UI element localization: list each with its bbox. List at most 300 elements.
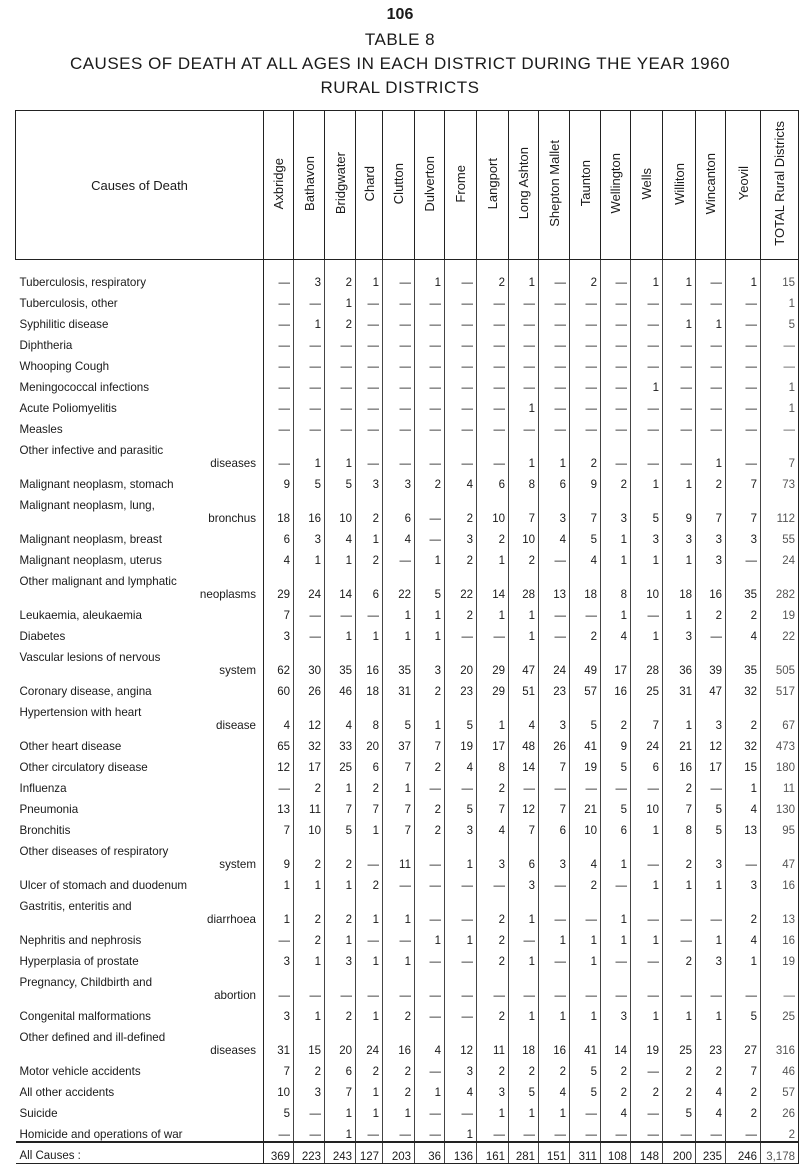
cause-label: Malignant neoplasm, lung,	[19, 499, 155, 512]
value-cell: 2	[477, 774, 509, 795]
value-cell: —	[383, 926, 415, 947]
value-cell: 32	[726, 732, 761, 753]
value-cell: —	[631, 415, 663, 436]
value-cell: 4	[415, 1023, 445, 1057]
cause-cell	[16, 947, 264, 968]
value-cell: 17	[601, 643, 631, 677]
value-cell: —	[477, 968, 509, 1002]
value-cell: —	[509, 331, 539, 352]
value-cell: 26	[539, 732, 570, 753]
value-cell: 2	[445, 491, 477, 525]
cause-cell	[16, 1099, 264, 1120]
value-cell: —	[415, 310, 445, 331]
value-cell: 148	[631, 1142, 663, 1164]
value-cell: 1	[509, 947, 539, 968]
value-cell: 6	[477, 470, 509, 491]
value-cell: 1	[509, 601, 539, 622]
value-cell: —	[601, 774, 631, 795]
table-row	[16, 1002, 799, 1023]
value-cell: 2	[294, 774, 325, 795]
value-cell: 21	[570, 795, 601, 816]
value-cell: —	[539, 394, 570, 415]
value-cell: —	[601, 968, 631, 1002]
value-cell: —	[294, 415, 325, 436]
value-cell: 7	[477, 795, 509, 816]
value-cell: 4	[601, 1099, 631, 1120]
value-cell: 5	[264, 1099, 294, 1120]
value-cell: 9	[264, 837, 294, 871]
value-cell: —	[696, 331, 726, 352]
table-row	[16, 753, 799, 774]
value-cell: 32	[294, 732, 325, 753]
value-cell: 4	[726, 622, 761, 643]
value-cell: —	[445, 289, 477, 310]
district-header	[539, 111, 570, 260]
district-header-label: Wells	[639, 167, 654, 200]
value-cell: 1	[631, 622, 663, 643]
value-cell: —	[726, 289, 761, 310]
value-cell: 14	[509, 753, 539, 774]
total-cell: 517	[761, 677, 799, 698]
value-cell: 3	[601, 1002, 631, 1023]
total-cell: 1	[761, 394, 799, 415]
total-cell: 26	[761, 1099, 799, 1120]
value-cell: 31	[383, 677, 415, 698]
district-header	[294, 111, 325, 260]
value-cell: 281	[509, 1142, 539, 1164]
value-cell: 1	[383, 601, 415, 622]
value-cell: —	[539, 968, 570, 1002]
value-cell: —	[264, 774, 294, 795]
value-cell: —	[325, 352, 356, 373]
cause-label: Ulcer of stomach and duodenum	[19, 879, 188, 892]
district-header	[509, 111, 539, 260]
value-cell: 6	[601, 816, 631, 837]
value-cell: 2	[726, 1099, 761, 1120]
value-cell: 1	[356, 622, 383, 643]
district-header	[383, 111, 415, 260]
value-cell: 3	[539, 491, 570, 525]
value-cell: 1	[509, 892, 539, 926]
value-cell: 4	[445, 1078, 477, 1099]
value-cell: —	[663, 926, 696, 947]
value-cell: 57	[570, 677, 601, 698]
value-cell: —	[264, 373, 294, 394]
cause-label: Coronary disease, angina	[19, 685, 152, 698]
cause-cell	[16, 268, 264, 289]
cause-label: Other circulatory disease	[19, 761, 148, 774]
value-cell: 2	[325, 310, 356, 331]
value-cell: 1	[477, 698, 509, 732]
value-cell: 1	[415, 698, 445, 732]
value-cell: 5	[663, 1099, 696, 1120]
value-cell: 3	[445, 1057, 477, 1078]
cause-cell	[16, 1002, 264, 1023]
value-cell: —	[631, 310, 663, 331]
value-cell: 1	[294, 947, 325, 968]
district-header	[570, 111, 601, 260]
value-cell: 46	[325, 677, 356, 698]
value-cell: —	[631, 774, 663, 795]
value-cell: 6	[383, 491, 415, 525]
value-cell: 3	[663, 622, 696, 643]
value-cell: 21	[663, 732, 696, 753]
cause-label-continued: bronchus	[208, 512, 256, 525]
value-cell: —	[509, 415, 539, 436]
value-cell: 4	[477, 816, 509, 837]
total-cell: —	[761, 415, 799, 436]
value-cell: —	[696, 1120, 726, 1142]
table-row	[16, 567, 799, 601]
cause-cell	[16, 394, 264, 415]
value-cell: 30	[294, 643, 325, 677]
value-cell: 1	[445, 926, 477, 947]
value-cell: 235	[696, 1142, 726, 1164]
value-cell: —	[325, 601, 356, 622]
total-cell: 46	[761, 1057, 799, 1078]
value-cell: 7	[356, 795, 383, 816]
value-cell: 1	[570, 926, 601, 947]
value-cell: 1	[509, 394, 539, 415]
value-cell: 12	[696, 732, 726, 753]
table-row	[16, 1099, 799, 1120]
value-cell: 48	[509, 732, 539, 753]
value-cell: 3	[294, 1078, 325, 1099]
value-cell: —	[663, 373, 696, 394]
district-header-label: Frome	[453, 164, 468, 203]
cause-label: Malignant neoplasm, stomach	[19, 478, 174, 491]
value-cell: —	[477, 622, 509, 643]
value-cell: 1	[663, 310, 696, 331]
value-cell: 9	[264, 470, 294, 491]
value-cell: —	[415, 892, 445, 926]
total-cell: 5	[761, 310, 799, 331]
value-cell: —	[601, 1120, 631, 1142]
value-cell: 1	[415, 546, 445, 567]
cause-cell	[16, 491, 264, 525]
value-cell: 1	[477, 601, 509, 622]
value-cell: —	[445, 352, 477, 373]
value-cell: 3	[726, 871, 761, 892]
value-cell: 2	[696, 470, 726, 491]
district-header	[696, 111, 726, 260]
value-cell: —	[539, 774, 570, 795]
value-cell: 2	[539, 1057, 570, 1078]
value-cell: 203	[383, 1142, 415, 1164]
page-title: CAUSES OF DEATH AT ALL AGES IN EACH DISTRICT DURING THE YEAR 1960	[69, 54, 731, 73]
value-cell: 7	[509, 491, 539, 525]
cause-label-continued: diarrhoea	[207, 913, 256, 926]
value-cell: 6	[356, 567, 383, 601]
total-cell: —	[761, 968, 799, 1002]
value-cell: —	[726, 331, 761, 352]
value-cell: 16	[539, 1023, 570, 1057]
value-cell: 10	[477, 491, 509, 525]
table-row	[16, 1057, 799, 1078]
value-cell: 24	[294, 567, 325, 601]
cause-label: Other malignant and lymphatic	[19, 575, 177, 588]
district-header	[264, 111, 294, 260]
cause-cell	[16, 310, 264, 331]
value-cell: —	[264, 436, 294, 470]
cause-label: Vascular lesions of nervous	[19, 651, 161, 664]
table-row	[16, 546, 799, 567]
value-cell: —	[445, 947, 477, 968]
value-cell: 13	[264, 795, 294, 816]
value-cell: 12	[264, 753, 294, 774]
value-cell: 20	[356, 732, 383, 753]
value-cell: —	[663, 892, 696, 926]
value-cell: 5	[696, 816, 726, 837]
value-cell: —	[415, 871, 445, 892]
value-cell: 2	[383, 1057, 415, 1078]
value-cell: 5	[726, 1002, 761, 1023]
value-cell: —	[539, 331, 570, 352]
district-header-label: Shepton Mallet	[546, 140, 562, 227]
value-cell: 1	[509, 622, 539, 643]
table-row	[16, 892, 799, 926]
table-row	[16, 947, 799, 968]
cause-cell	[16, 795, 264, 816]
value-cell: —	[570, 601, 601, 622]
value-cell: —	[383, 394, 415, 415]
value-cell: —	[445, 871, 477, 892]
value-cell: —	[631, 1120, 663, 1142]
table-row	[16, 1023, 799, 1057]
table-row	[16, 436, 799, 470]
value-cell: 27	[726, 1023, 761, 1057]
value-cell: 5	[570, 698, 601, 732]
value-cell: —	[356, 1120, 383, 1142]
total-cell: 180	[761, 753, 799, 774]
value-cell: 13	[726, 816, 761, 837]
value-cell: 1	[726, 268, 761, 289]
value-cell: —	[539, 352, 570, 373]
table-name: TABLE 8	[364, 30, 436, 49]
value-cell: —	[539, 310, 570, 331]
value-cell: —	[356, 310, 383, 331]
table-row	[16, 373, 799, 394]
value-cell: 2	[477, 926, 509, 947]
cause-cell	[16, 732, 264, 753]
value-cell: —	[415, 947, 445, 968]
value-cell: —	[509, 310, 539, 331]
value-cell: 7	[726, 1057, 761, 1078]
cause-label: Nephritis and nephrosis	[19, 934, 142, 947]
value-cell: —	[415, 331, 445, 352]
value-cell: —	[570, 373, 601, 394]
value-cell: 7	[383, 753, 415, 774]
value-cell: 1	[663, 601, 696, 622]
cause-cell	[16, 436, 264, 470]
value-cell: 1	[663, 698, 696, 732]
cause-cell	[16, 1142, 264, 1164]
cause-label: Tuberculosis, other	[19, 297, 118, 310]
value-cell: —	[539, 1120, 570, 1142]
value-cell: 24	[539, 643, 570, 677]
total-cell: —	[761, 331, 799, 352]
value-cell: 7	[415, 732, 445, 753]
cause-label-continued: system	[219, 664, 256, 677]
value-cell: 16	[356, 643, 383, 677]
value-cell: 47	[696, 677, 726, 698]
cause-label: Whooping Cough	[19, 360, 110, 373]
cause-label: Meningococcal infections	[19, 381, 150, 394]
value-cell: 28	[509, 567, 539, 601]
value-cell: —	[383, 546, 415, 567]
value-cell: —	[601, 415, 631, 436]
value-cell: 1	[383, 774, 415, 795]
value-cell: —	[570, 352, 601, 373]
value-cell: 5	[383, 698, 415, 732]
value-cell: 3	[696, 525, 726, 546]
value-cell: 1	[294, 546, 325, 567]
value-cell: —	[356, 926, 383, 947]
value-cell: —	[415, 1120, 445, 1142]
value-cell: —	[294, 1099, 325, 1120]
value-cell: —	[696, 289, 726, 310]
value-cell: —	[601, 268, 631, 289]
district-header-label: Chard	[361, 165, 377, 202]
table-row	[16, 470, 799, 491]
value-cell: —	[294, 352, 325, 373]
value-cell: 5	[445, 795, 477, 816]
value-cell: 4	[383, 525, 415, 546]
value-cell: 1	[539, 1099, 570, 1120]
value-cell: —	[509, 774, 539, 795]
cause-label: Tuberculosis, respiratory	[19, 276, 147, 289]
value-cell: —	[570, 1099, 601, 1120]
cause-label: Leukaemia, aleukaemia	[19, 609, 142, 622]
value-cell: 3	[631, 525, 663, 546]
value-cell: 25	[325, 753, 356, 774]
cause-label-continued: system	[219, 858, 256, 871]
value-cell: —	[601, 436, 631, 470]
value-cell: —	[325, 394, 356, 415]
value-cell: 2	[383, 1002, 415, 1023]
value-cell: 3	[663, 525, 696, 546]
value-cell: 8	[477, 753, 509, 774]
value-cell: —	[383, 871, 415, 892]
value-cell: —	[570, 415, 601, 436]
value-cell: 2	[356, 546, 383, 567]
value-cell: 10	[264, 1078, 294, 1099]
cause-cell	[16, 968, 264, 1002]
value-cell: 2	[356, 491, 383, 525]
value-cell: —	[415, 491, 445, 525]
value-cell: 1	[383, 622, 415, 643]
value-cell: —	[294, 601, 325, 622]
total-cell: 19	[761, 601, 799, 622]
value-cell: 4	[264, 546, 294, 567]
value-cell: 18	[570, 567, 601, 601]
value-cell: 5	[509, 1078, 539, 1099]
value-cell: —	[570, 289, 601, 310]
value-cell: 28	[631, 643, 663, 677]
value-cell: 7	[325, 1078, 356, 1099]
total-cell: 16	[761, 871, 799, 892]
total-cell: 2	[761, 1120, 799, 1142]
value-cell: 6	[509, 837, 539, 871]
district-header-label: Wincanton	[703, 152, 718, 215]
causes-of-death-table	[15, 110, 799, 1164]
value-cell: 2	[445, 601, 477, 622]
value-cell: —	[539, 947, 570, 968]
cause-label: Other heart disease	[19, 740, 122, 753]
value-cell: 5	[445, 698, 477, 732]
value-cell: 8	[601, 567, 631, 601]
value-cell: —	[356, 331, 383, 352]
value-cell: 3	[264, 947, 294, 968]
value-cell: 24	[631, 732, 663, 753]
value-cell: —	[509, 289, 539, 310]
total-cell: 24	[761, 546, 799, 567]
value-cell: 33	[325, 732, 356, 753]
district-header	[325, 111, 356, 260]
value-cell: —	[601, 331, 631, 352]
total-cell: 67	[761, 698, 799, 732]
cause-label: Other infective and parasitic	[19, 444, 164, 457]
value-cell: —	[477, 436, 509, 470]
cause-cell	[16, 871, 264, 892]
value-cell: 243	[325, 1142, 356, 1164]
value-cell: 47	[509, 643, 539, 677]
value-cell: —	[631, 394, 663, 415]
value-cell: 2	[356, 871, 383, 892]
value-cell: 4	[696, 1099, 726, 1120]
value-cell: 1	[445, 1120, 477, 1142]
cause-label: Pneumonia	[19, 803, 79, 816]
value-cell: —	[415, 837, 445, 871]
district-header-label: Bathavon	[301, 156, 317, 211]
value-cell: —	[539, 546, 570, 567]
value-cell: 25	[631, 677, 663, 698]
value-cell: 1	[601, 892, 631, 926]
cause-column-header: Causes of Death	[16, 111, 264, 260]
value-cell: —	[445, 774, 477, 795]
value-cell: 3	[509, 871, 539, 892]
value-cell: —	[325, 373, 356, 394]
value-cell: 2	[294, 1057, 325, 1078]
value-cell: —	[726, 968, 761, 1002]
value-cell: 1	[477, 546, 509, 567]
value-cell: 12	[445, 1023, 477, 1057]
value-cell: —	[264, 331, 294, 352]
total-cell: 505	[761, 643, 799, 677]
table-row	[16, 816, 799, 837]
total-row	[16, 1142, 799, 1164]
value-cell: —	[264, 289, 294, 310]
table-row	[16, 331, 799, 352]
value-cell: 1	[631, 816, 663, 837]
district-header	[445, 111, 477, 260]
value-cell: 3	[294, 525, 325, 546]
table-row	[16, 622, 799, 643]
value-cell: 1	[539, 1002, 570, 1023]
value-cell: —	[445, 1099, 477, 1120]
value-cell: 35	[383, 643, 415, 677]
value-cell: 1	[356, 1099, 383, 1120]
value-cell: 7	[383, 795, 415, 816]
value-cell: 9	[570, 470, 601, 491]
value-cell: 1	[663, 470, 696, 491]
cause-cell	[16, 546, 264, 567]
value-cell: 127	[356, 1142, 383, 1164]
value-cell: —	[726, 394, 761, 415]
value-cell: —	[415, 436, 445, 470]
cause-label: Other defined and ill-defined	[19, 1031, 166, 1044]
cause-cell	[16, 1057, 264, 1078]
